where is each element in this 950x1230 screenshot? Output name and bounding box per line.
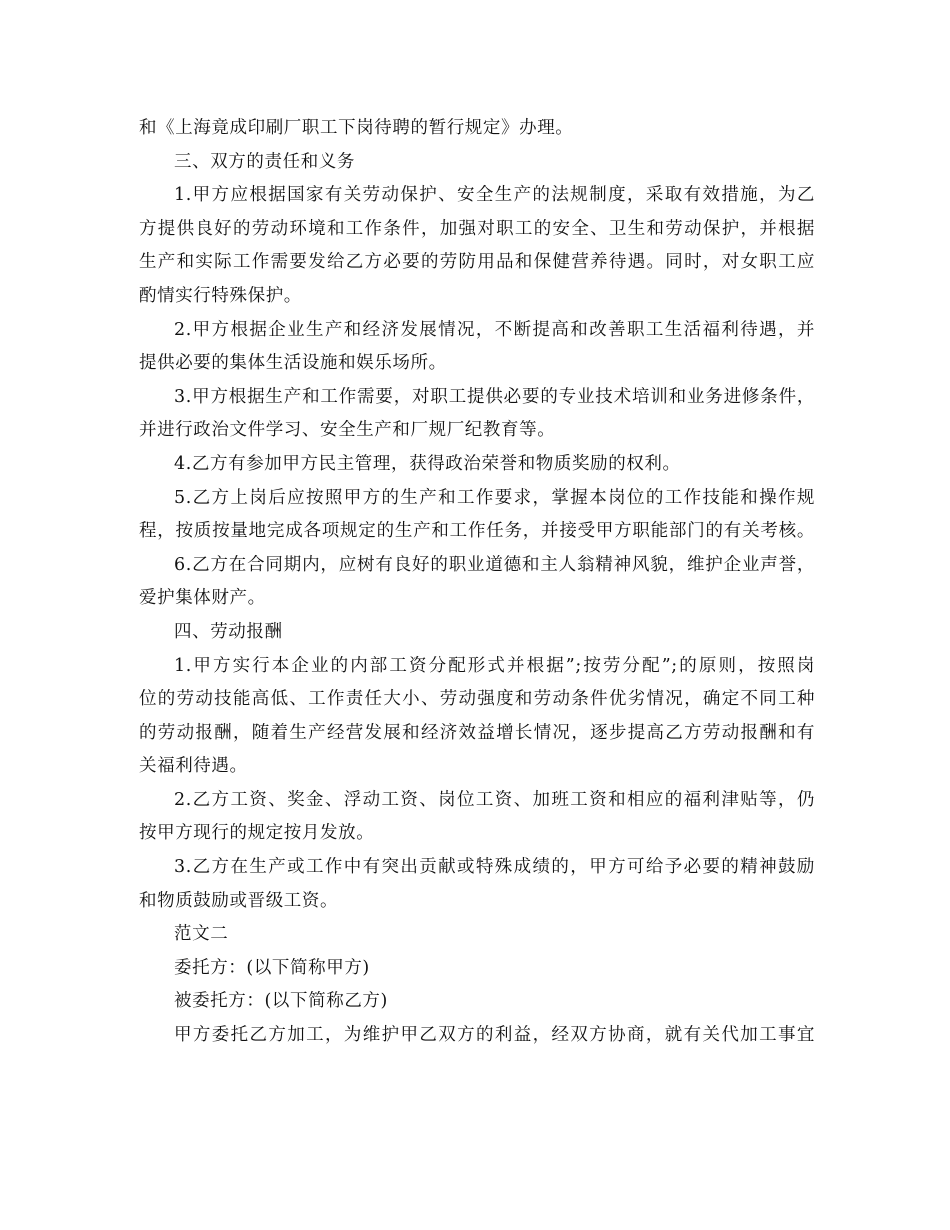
text-line: 1.甲方实行本企业的内部工资分配形式并根据”;按劳分配”;的原则，按照岗 [174, 655, 815, 676]
text-line: 3.乙方在生产或工作中有突出贡献或特殊成绩的，甲方可给予必要的精神鼓励 [174, 857, 815, 878]
text-line: 三、双方的责任和义务 [174, 151, 355, 172]
text-line: 方提供良好的劳动环境和工作条件，加强对职工的安全、卫生和劳动保护，并根据 [139, 218, 815, 239]
text-line: 和《上海竟成印刷厂职工下岗待聘的暂行规定》办理。 [139, 118, 574, 138]
text-line: 的劳动报酬，随着生产经营发展和经济效益增长情况，逐步提高乙方劳动报酬和有 [139, 722, 815, 743]
text-line: 委托方：(以下简称甲方) [174, 957, 370, 978]
text-line: 6.乙方在合同期内，应树有良好的职业道德和主人翁精神风貌，维护企业声誉， [174, 554, 815, 575]
text-line: 关福利待遇。 [139, 756, 248, 777]
text-line: 3.甲方根据生产和工作需要，对职工提供必要的专业技术培训和业务进修条件， [174, 386, 815, 407]
document-body [139, 112, 815, 1053]
text-line: 甲方委托乙方加工，为维护甲乙双方的利益，经双方协商，就有关代加工事宜 [174, 1025, 815, 1046]
text-line: 被委托方：(以下简称乙方) [174, 991, 388, 1012]
text-line: 酌情实行特殊保护。 [139, 285, 302, 306]
text-line: 爱护集体财产。 [139, 588, 266, 609]
text-line: 提供必要的集体生活设施和娱乐场所。 [139, 353, 447, 374]
text-line: 范文二 [174, 924, 229, 945]
text-line: 位的劳动技能高低、工作责任大小、劳动强度和劳动条件优劣情况，确定不同工种 [139, 689, 815, 710]
text-line: 和物质鼓励或晋级工资。 [139, 890, 339, 911]
text-line: 2.乙方工资、奖金、浮动工资、岗位工资、加班工资和相应的福利津贴等，仍 [174, 789, 815, 810]
text-line: 并进行政治文件学习、安全生产和厂规厂纪教育等。 [139, 420, 556, 441]
text-line: 生产和实际工作需要发给乙方必要的劳防用品和保健营养待遇。同时，对女职工应 [139, 252, 815, 273]
text-line: 2.甲方根据企业生产和经济发展情况，不断提高和改善职工生活福利待遇，并 [174, 319, 815, 340]
text-line: 程，按质按量地完成各项规定的生产和工作任务，并接受甲方职能部门的有关考核。 [139, 521, 815, 542]
text-line: 1.甲方应根据国家有关劳动保护、安全生产的法规制度，采取有效措施，为乙 [174, 185, 815, 206]
text-line: 5.乙方上岗后应按照甲方的生产和工作要求，掌握本岗位的工作技能和操作规 [174, 487, 815, 508]
text-line: 按甲方现行的规定按月发放。 [139, 823, 375, 844]
text-line: 4.乙方有参加甲方民主管理，获得政治荣誉和物质奖励的权利。 [174, 453, 681, 474]
text-line: 四、劳动报酬 [174, 621, 283, 642]
